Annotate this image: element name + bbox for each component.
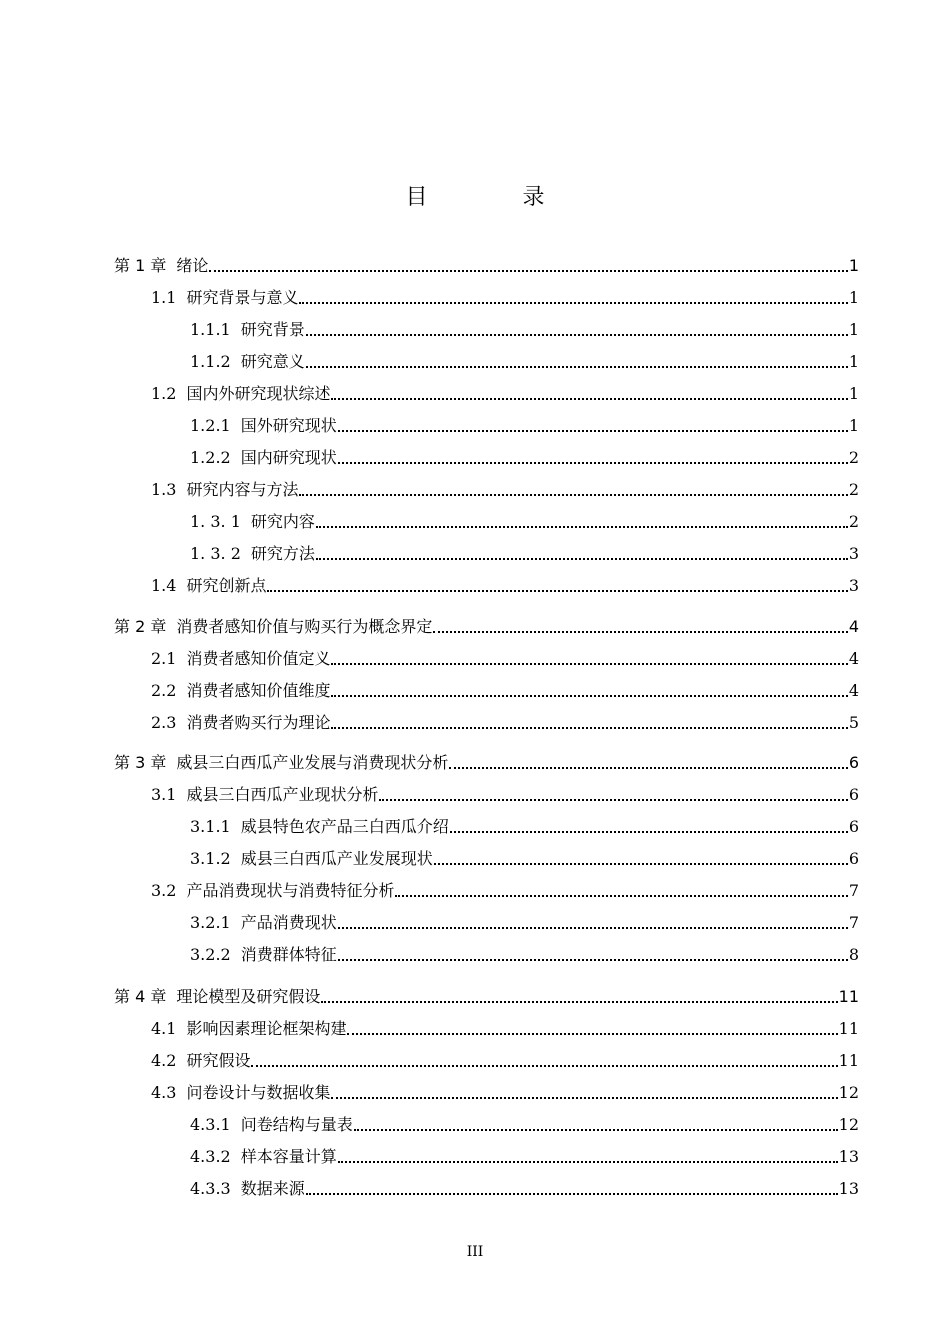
toc-entry-number: 3.1	[151, 785, 177, 804]
toc-entry-page: 8	[848, 945, 859, 964]
toc-entry-page: 5	[848, 713, 859, 732]
dot-leader	[338, 1161, 838, 1163]
toc-entry[interactable]	[114, 1071, 859, 1103]
toc-entry-page: 2	[848, 448, 859, 467]
toc-entry-label: 威县特色农产品三白西瓜介绍	[240, 817, 449, 836]
toc-chapter-entry[interactable]	[114, 244, 859, 276]
toc-entry[interactable]	[114, 1039, 859, 1071]
toc-entry-label: 威县三白西瓜产业现状分析	[186, 785, 379, 804]
toc-entry-number: 1.2.2	[190, 448, 231, 467]
toc-entry-text	[151, 785, 378, 805]
toc-entry-label: 消费者感知价值与购买行为概念界定	[176, 617, 433, 636]
toc-entry-text	[190, 849, 433, 869]
toc-entry-number: 1. 3. 1	[190, 512, 241, 531]
toc-entry-page: 6	[848, 753, 859, 772]
toc-chapter-entry[interactable]	[114, 741, 859, 773]
toc-entry[interactable]	[114, 637, 859, 669]
toc-entry-label: 国外研究现状	[240, 416, 337, 435]
toc-entry-number: 2.3	[151, 713, 177, 732]
toc-entry-text	[151, 1019, 346, 1039]
toc-entry[interactable]	[114, 564, 859, 596]
toc-title: 目 录	[405, 185, 589, 210]
toc-entry[interactable]	[114, 276, 859, 308]
toc-entry-number: 第 1 章	[114, 256, 167, 275]
dot-leader	[449, 767, 847, 769]
toc-entry[interactable]	[114, 1167, 859, 1199]
toc-entry-label: 影响因素理论框架构建	[186, 1019, 347, 1038]
toc-entry[interactable]	[114, 1007, 859, 1039]
toc-entry-page: 4	[848, 681, 859, 700]
toc-entry-page: 3	[848, 544, 859, 563]
toc-entry-text	[114, 753, 448, 773]
toc-entry-number: 1. 3. 2	[190, 544, 241, 563]
toc-entry-text	[190, 1147, 337, 1167]
toc-entry-number: 3.2.2	[190, 945, 231, 964]
toc-entry-number: 第 4 章	[114, 987, 167, 1006]
toc-entry-page: 1	[848, 416, 859, 435]
toc-entry-number: 4.3	[151, 1083, 177, 1102]
dot-leader	[331, 727, 847, 729]
toc-entry-text	[190, 945, 337, 965]
dot-leader	[306, 366, 848, 368]
toc-entry-text	[151, 288, 298, 308]
toc-entry-number: 2.2	[151, 681, 177, 700]
toc-chapter-entry[interactable]	[114, 975, 859, 1007]
toc-entry-number: 4.1	[151, 1019, 177, 1038]
toc-entry-number: 第 3 章	[114, 753, 167, 772]
toc-entry-text	[151, 384, 330, 404]
toc-entry-label: 消费群体特征	[240, 945, 337, 964]
toc-entry-text	[151, 881, 394, 901]
toc-entry-text	[114, 617, 432, 637]
toc-entry-text	[190, 913, 337, 933]
toc-entry-text	[190, 320, 305, 340]
toc-entry-label: 国内外研究现状综述	[186, 384, 331, 403]
dot-leader	[316, 526, 848, 528]
toc-entry-label: 绪论	[176, 256, 209, 275]
toc-entry[interactable]	[114, 308, 859, 340]
toc-entry[interactable]	[114, 901, 859, 933]
toc-entry-page: 7	[848, 881, 859, 900]
toc-entry-label: 样本容量计算	[240, 1147, 337, 1166]
toc-entry[interactable]	[114, 1135, 859, 1167]
toc-entry-page: 11	[838, 987, 859, 1006]
toc-entry-page: 12	[838, 1083, 859, 1102]
toc-entry-text	[114, 256, 208, 276]
dot-leader	[316, 558, 848, 560]
toc-entry-number: 3.1.1	[190, 817, 231, 836]
toc-entry-label: 威县三白西瓜产业发展与消费现状分析	[176, 753, 449, 772]
toc-entry-text	[190, 512, 315, 532]
toc-entry[interactable]	[114, 669, 859, 701]
toc-entry-label: 国内研究现状	[240, 448, 337, 467]
toc-entry[interactable]	[114, 372, 859, 404]
toc-entry-text	[190, 352, 305, 372]
dot-leader	[434, 863, 848, 865]
toc-entry-label: 研究背景与意义	[186, 288, 299, 307]
toc-entry-text	[114, 987, 320, 1007]
toc-entry-number: 1.3	[151, 480, 177, 499]
toc-entry-number: 1.1.2	[190, 352, 231, 371]
toc-entry-text	[190, 1115, 353, 1135]
toc-entry-label: 威县三白西瓜产业发展现状	[240, 849, 433, 868]
dot-leader	[321, 1001, 837, 1003]
toc-entry[interactable]	[114, 468, 859, 500]
toc-entry-page: 6	[848, 785, 859, 804]
toc-entry-page: 13	[838, 1179, 859, 1198]
toc-entry-label: 问卷结构与量表	[240, 1115, 353, 1134]
toc-entry-number: 1.4	[151, 576, 177, 595]
toc-entry-label: 消费者购买行为理论	[186, 713, 331, 732]
toc-entry[interactable]	[114, 1103, 859, 1135]
toc-entry-number: 第 2 章	[114, 617, 167, 636]
dot-leader	[338, 927, 848, 929]
toc-entry-text	[151, 1051, 250, 1071]
toc-entry[interactable]	[114, 837, 859, 869]
toc-entry-label: 研究创新点	[186, 576, 267, 595]
dot-leader	[331, 663, 847, 665]
toc-entry-label: 研究背景	[240, 320, 305, 339]
toc-entry-number: 1.2	[151, 384, 177, 403]
dot-leader	[354, 1129, 838, 1131]
dot-leader	[306, 1193, 838, 1195]
toc-entry[interactable]	[114, 805, 859, 837]
toc-entry-page: 6	[848, 849, 859, 868]
toc-entry-text	[190, 544, 315, 564]
toc-entry-label: 数据来源	[240, 1179, 305, 1198]
toc-entry-number: 3.2.1	[190, 913, 231, 932]
toc-entry-label: 产品消费现状与消费特征分析	[186, 881, 395, 900]
dot-leader	[433, 631, 847, 633]
toc-entry-text	[151, 713, 330, 733]
toc-entry-label: 研究意义	[240, 352, 305, 371]
dot-leader	[450, 831, 848, 833]
toc-entry-page: 4	[848, 649, 859, 668]
toc-entry[interactable]	[114, 340, 859, 372]
dot-leader	[395, 895, 847, 897]
toc-entry-page: 1	[848, 256, 859, 275]
toc-entry-text	[151, 681, 330, 701]
dot-leader	[338, 462, 848, 464]
toc-entry-number: 3.1.2	[190, 849, 231, 868]
page-number-footer: III	[466, 1244, 484, 1260]
toc-entry-label: 研究内容	[250, 512, 315, 531]
toc-entry-number: 1.1.1	[190, 320, 231, 339]
dot-leader	[209, 270, 847, 272]
toc-entry-label: 研究内容与方法	[186, 480, 299, 499]
toc-entry-number: 4.3.1	[190, 1115, 231, 1134]
toc-entry-number: 4.3.2	[190, 1147, 231, 1166]
dot-leader	[331, 1097, 837, 1099]
toc-entry-page: 6	[848, 817, 859, 836]
toc-entry-text	[151, 1083, 330, 1103]
toc-entry[interactable]	[114, 933, 859, 965]
toc-entry-label: 问卷设计与数据收集	[186, 1083, 331, 1102]
toc-entry-page: 1	[848, 352, 859, 371]
toc-entry-label: 研究方法	[250, 544, 315, 563]
toc-entry-number: 4.3.3	[190, 1179, 231, 1198]
toc-entry-text	[151, 480, 298, 500]
dot-leader	[267, 590, 847, 592]
dot-leader	[331, 398, 847, 400]
toc-entry-page: 7	[848, 913, 859, 932]
toc-entry[interactable]	[114, 701, 859, 733]
toc-entry-label: 理论模型及研究假设	[176, 987, 321, 1006]
toc-entry-number: 3.2	[151, 881, 177, 900]
toc-entry-number: 4.2	[151, 1051, 177, 1070]
dot-leader	[331, 695, 847, 697]
toc-entry-page: 12	[838, 1115, 859, 1134]
toc-entry-text	[151, 649, 330, 669]
toc-entry-page: 11	[838, 1051, 859, 1070]
toc-entry-number: 1.2.1	[190, 416, 231, 435]
toc-entry-page: 2	[848, 480, 859, 499]
dot-leader	[338, 959, 848, 961]
toc-entry-page: 1	[848, 288, 859, 307]
toc-entry-text	[151, 576, 266, 596]
dot-leader	[299, 302, 847, 304]
toc-entry-page: 1	[848, 384, 859, 403]
toc-entry-text	[190, 416, 337, 436]
toc-entry[interactable]	[114, 500, 859, 532]
dot-leader	[299, 494, 847, 496]
dot-leader	[338, 430, 848, 432]
toc-entry-label: 研究假设	[186, 1051, 251, 1070]
toc-entry-number: 1.1	[151, 288, 177, 307]
toc-entry-label: 产品消费现状	[240, 913, 337, 932]
toc-entry-page: 4	[848, 617, 859, 636]
toc-entry-page: 2	[848, 512, 859, 531]
dot-leader	[347, 1033, 837, 1035]
toc-entry[interactable]	[114, 532, 859, 564]
toc-entry-number: 2.1	[151, 649, 177, 668]
toc-entry[interactable]	[114, 773, 859, 805]
dot-leader	[379, 799, 847, 801]
toc-entry[interactable]	[114, 869, 859, 901]
toc-entry-page: 11	[838, 1019, 859, 1038]
toc-entry-label: 消费者感知价值维度	[186, 681, 331, 700]
toc-entry-label: 消费者感知价值定义	[186, 649, 331, 668]
toc-entry-page: 3	[848, 576, 859, 595]
toc-chapter-entry[interactable]	[114, 605, 859, 637]
toc-entry-text	[190, 448, 337, 468]
toc-entry-text	[190, 817, 449, 837]
toc-entry-page: 13	[838, 1147, 859, 1166]
toc-entry[interactable]	[114, 404, 859, 436]
dot-leader	[306, 334, 848, 336]
toc-entry[interactable]	[114, 436, 859, 468]
toc-entry-text	[190, 1179, 305, 1199]
dot-leader	[251, 1065, 837, 1067]
toc-entry-page: 1	[848, 320, 859, 339]
